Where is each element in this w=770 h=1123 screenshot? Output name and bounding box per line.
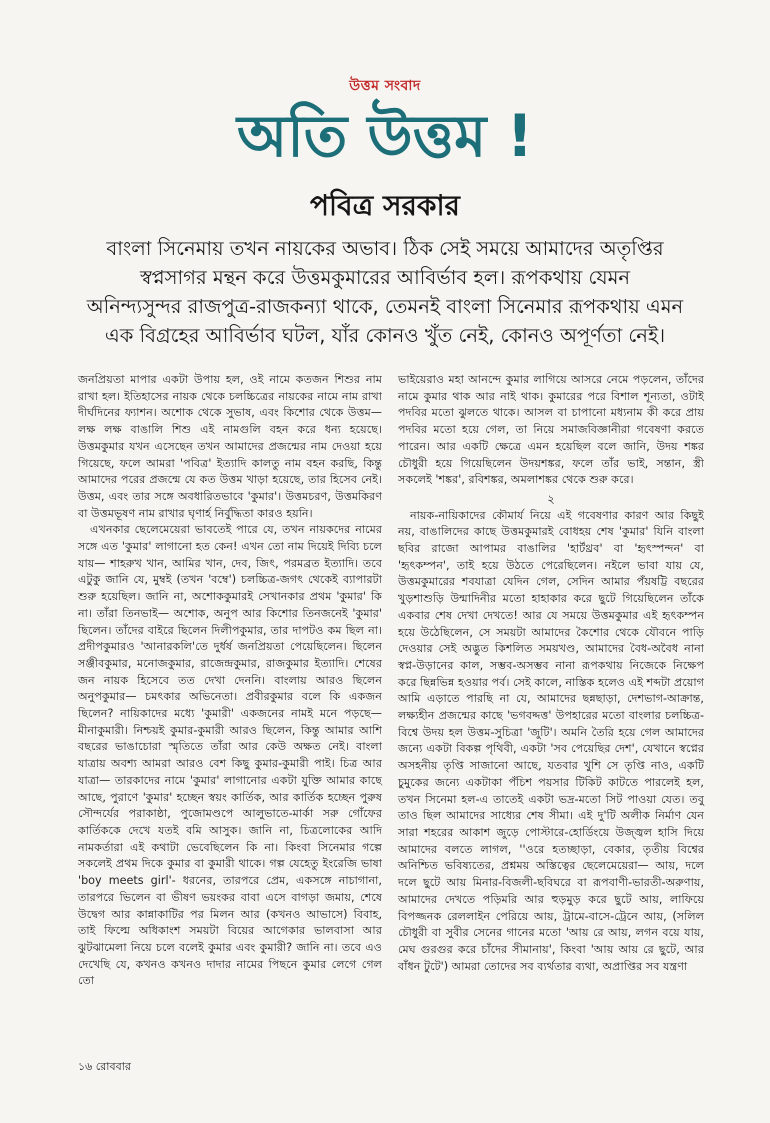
- article-title: অতি উত্তম !: [236, 102, 534, 170]
- section-kicker: উত্তম সংবাদ: [349, 78, 421, 94]
- body-paragraph: ভাইয়েরাও মহা আনন্দে কুমার লাগিয়ে আসরে নেমে পড়লেন, তাঁদের নামে কুমার থাক আর নাই থাক। কুমারের পরে বিশাল শূন্যতা, ওটাই পদবির মতো ঝুলতে থাকে। আসল বা চাপানো মধ্যনাম কী করে প্রায় পদবির মতো হয়ে গেল, তা নিয়ে সমাজবিজ্ঞানীরা গবেষণা করতে পারেন। আর একটি ক্ষেত্রে এমন হয়েছিল বলে জানি, উদয় শঙ্কর চৌধুরী হয়ে গিয়েছিলেন উদয়শঙ্কর, ফলে তাঁর ভাই, সন্তান, স্ত্রী সকলেই 'শঙ্কর', রবিশঙ্কর, অমলাশঙ্কর থেকে শুরু করে।: [398, 373, 704, 487]
- body-paragraph: এখনকার ছেলেমেয়েরা ভাবতেই পারে যে, তখন নায়কদের নামের সঙ্গে এত 'কুমার' লাগানো হত কেন! এখন তো নাম দিয়েই দিব্যি চলে যায়— শাহরুখ খান, আমির খান, দেব, জিৎ, পরমব্রত ইত্যাদি। তবে এটুকু জানি যে, মুম্বই (তখন 'বম্বে') চলচ্চিত্র-জগৎ থেকেই ব্যাপারটা শুরু হয়েছিল। জানি না, অশোককুমারই সেখানকার প্রথম 'কুমার' কি না। তাঁরা তিনভাই— অশোক, অনুপ আর কিশোর তিনজনেই 'কুমার' ছিলেন। তাঁদের বাইরে ছিলেন দিলীপকুমার, তার দাপটও কম ছিল না। প্রদীপকুমারও 'আনারকলি'তে দুর্ধর্ষ জনপ্রিয়তা পেয়েছিলেন। ছিলেন সঞ্জীবকুমার, মনোজকুমার, রাজেন্দ্রকুমার, রাজকুমার ইত্যাদি। শেষের জন নায়ক হিসেবে তত দেখা দেননি। বাংলায় আরও ছিলেন অনুপকুমার— চমৎকার অভিনেতা। প্রবীরকুমার বলে কি একজন ছিলেন? নায়িকাদের মধ্যে 'কুমারী' একজনের নামই মনে পড়ছে— মীনাকুমারী। নিশ্চয়ই কুমার-কুমারী আরও ছিলেন, কিন্তু আমার আশি বছরের ভাঙাচোরা স্মৃতিতে তাঁরা আর কেউ অক্ষত নেই। বাংলা যাত্রায় অবশ্য আমরা আরও বেশ কিছু কুমার-কুমারী পাই। চিত্র আর যাত্রা— তারকাদের নামে 'কুমার' লাগানোর একটা যুক্তি আমার কাছে আছে, পুরাণে 'কুমার' হচ্ছেন স্বয়ং কার্তিক, আর কার্তিক হচ্ছেন পুরুষ সৌন্দর্যের পরাকাষ্ঠা, পুজোমণ্ডপে আলুভাতে-মার্কা সরু গোঁফের কার্তিককে দেখে যতই বমি আসুক। জানি না, চিত্রলোকের আদি নামকর্তারা এই কথাটা ভেবেছিলেন কি না। কিংবা সিনেমার গল্পে সকলেই প্রথম দিকে কুমার বা কুমারী থাকে। গল্প যেহেতু ইংরেজি ভাষা 'boy meets girl'- ধরনের, তারপরে প্রেম, একসঙ্গে নাচাগানা, তারপরে ভিলেন বা ভীষণ ভয়ংকর বাবা এসে বাগড়া জমায়, শেষে উদ্বেগ আর কান্নাকাটির পর মিলন আর (কখনও আভাসে) বিবাহ, তাই ফিল্মে অধিকাংশ সময়টা বিয়ের আগেকার ভালবাসা আর ঝুটঝামেলা নিয়ে চলে বলেই কুমার এবং কুমারী? জানি না। তবে এও দেখেছি যে, কখনও কখনও দাদার নামের পিছনে কুমার লেগে গেল তো: [78, 523, 382, 988]
- lede-paragraph: বাংলা সিনেমায় তখন নায়কের অভাব। ঠিক সেই সময়ে আমাদের অতৃপ্তির স্বপ্নসাগর মন্থন করে উত্তমকুমারের আবির্ভাব হল। রূপকথায় যেমন অনিন্দ্যসুন্দর রাজপুত্র-রাজকন্যা থাকে, তেমনই বাংলা সিনেমার রূপকথায় এমন এক বিগ্রহের আবির্ভাব ঘটল, যাঁর কোনও খুঁত নেই, কোনও অপূর্ণতা নেই।: [86, 237, 684, 347]
- page-footer: ১৬ রোববার: [78, 1060, 131, 1073]
- body-column-right: [398, 372, 704, 975]
- section-number: ২: [547, 491, 555, 506]
- body-column-left: [78, 372, 382, 990]
- body-paragraph: জনপ্রিয়তা মাপার একটা উপায় হল, ওই নামে কতজন শিশুর নাম রাখা হল। ইতিহাসের নায়ক থেকে চলচ্চিত্রের নায়কের নামে নাম রাখা দীর্ঘদিনের ফ্যাশন। অশোক থেকে সুভাষ, এবং কিশোর থেকে উত্তম— লক্ষ লক্ষ বাঙালি শিশু এই নামগুলি বহন করে ধন্য হয়েছে। উত্তমকুমার যখন এসেছেন তখন আমাদের প্রজন্মের নাম দেওয়া হয়ে গিয়েছে, ফলে আমরা 'পবিত্র' ইত্যাদি কালতু নাম বহন করছি, কিন্তু আমাদের পরের প্রজন্মে যে কত উত্তম খাড়া হয়েছে, তার হিসেব নেই। উত্তম, এবং তার সঙ্গে অবধারিতভাবে 'কুমার'। উত্তমচরণ, উত্তমকিরণ বা উত্তমভূষণ নাম রাখার ঘৃণার্হ নির্বুদ্ধিতা কারও হয়নি।: [78, 373, 382, 520]
- body-paragraph: নায়ক-নায়িকাদের কৌমার্য নিয়ে এই গবেষণার কারণ আর কিছুই নয়, বাঙালিদের কাছে উত্তমকুমারই বোধহয় শেষ 'কুমার' যিনি বাংলা ছবির রাজো আপামর বাঙালির 'হার্টথ্রব' বা 'হৃৎস্পন্দন' বা 'হৃৎকম্পন', তাই হয়ে উঠতে পেরেছিলেন। নইলে ভাবা যায় যে, উত্তমকুমারের শবযাত্রা যেদিন গেল, সেদিন আমার পঁয়ষট্টি বছরের খুড়শাশুড়ি উন্মাদিনীর মতো হাহাকার করে ছুটে গিয়েছিলেন তাঁকে একবার শেষ দেখা দেখতে! আর যে সময়ে উত্তমকুমার এই হৃৎকম্পন হয়ে উঠেছিলেন, সে সময়টা আমাদের কৈশোর থেকে যৌবনে পাড়ি দেওয়ার সেই অদ্ভুত কিশলিত সময়খণ্ড, আমাদের বৈধ-অবৈধ নানা স্বপ্ন-উড়ানের কাল, সম্ভব-অসম্ভব নানা রূপকথায় নিজেকে নিক্ষেপ করে ছিন্নভিন্ন হওয়ার পর্ব। সেই কালে, নাস্তিক হলেও এই শব্দটা প্রয়োগ আমি এড়াতে পারছি না যে, আমাদের ছন্নছাড়া, দেশভাগ-আক্রান্ত, লক্ষ্যহীন প্রজন্মের কাছে 'ভগবদ্দত্ত' উপহারের মতো বাংলার চলচ্চিত্র-বিশ্বে উদয় হল উত্তম-সুচিত্রা 'জুটি'। অমনি তৈরি হয়ে গেল আমাদের জন্যে একটা বিকল্প পৃথিবী, একটা 'সব পেয়েছির দেশ', যেখানে স্বপ্নের অসহনীয় তৃপ্তি সাজানো আছে, যতবার খুশি সে তৃপ্তি নাও, একটি চুমুকের জন্যে একটাকা পঁচিশ পয়সার টিকিট কাটতে পারলেই হল, তখন সিনেমা হল-এ তাতেই একটা ভদ্র-মতো সিট পাওয়া যেত। তবু তাও ছিল আমাদের সাধ্যের শেষ সীমা। এই দু'টি অলীক নির্মাণ যেন সারা শহরের আকাশ জুড়ে পোস্টারে-হোর্ডিংয়ে উজ্জ্বল হাসি দিয়ে আমাদের বলতে লাগল, ''ওরে হতচ্ছাড়া, বেকার, তৃতীয় বিশ্বের অনিশ্চিত ভবিষ্যতের, প্রশ্নময় অস্তিত্বের ছেলেমেয়েরা— আয়, দলে দলে ছুটে আয় মিনার-বিজলী-ছবিঘরে বা রূপবাণী-ভারতী-অরুণায়, আমাদের দেখতে পড়িমরি আর হুড়মুড় করে ছুটে আয়, লাফিয়ে বিপজ্জনক রেললাইন পেরিয়ে আয়, ট্রামে-বাসে-ট্রেনে আয়, (সলিল চৌধুরী বা সুবীর সেনের গানের মতো 'আয় রে আয়, লগন বয়ে যায়, মেঘ গুরগুর করে চাঁদের সীমানায়', কিংবা 'আয় আয় রে ছুটে, আর বাঁধন টুটে') আমরা তোদের সব ব্যর্থতার ব্যথা, অপ্রাপ্তির সব যন্ত্রণা: [398, 508, 704, 973]
- author-byline: পবিত্র সরকার: [310, 189, 460, 222]
